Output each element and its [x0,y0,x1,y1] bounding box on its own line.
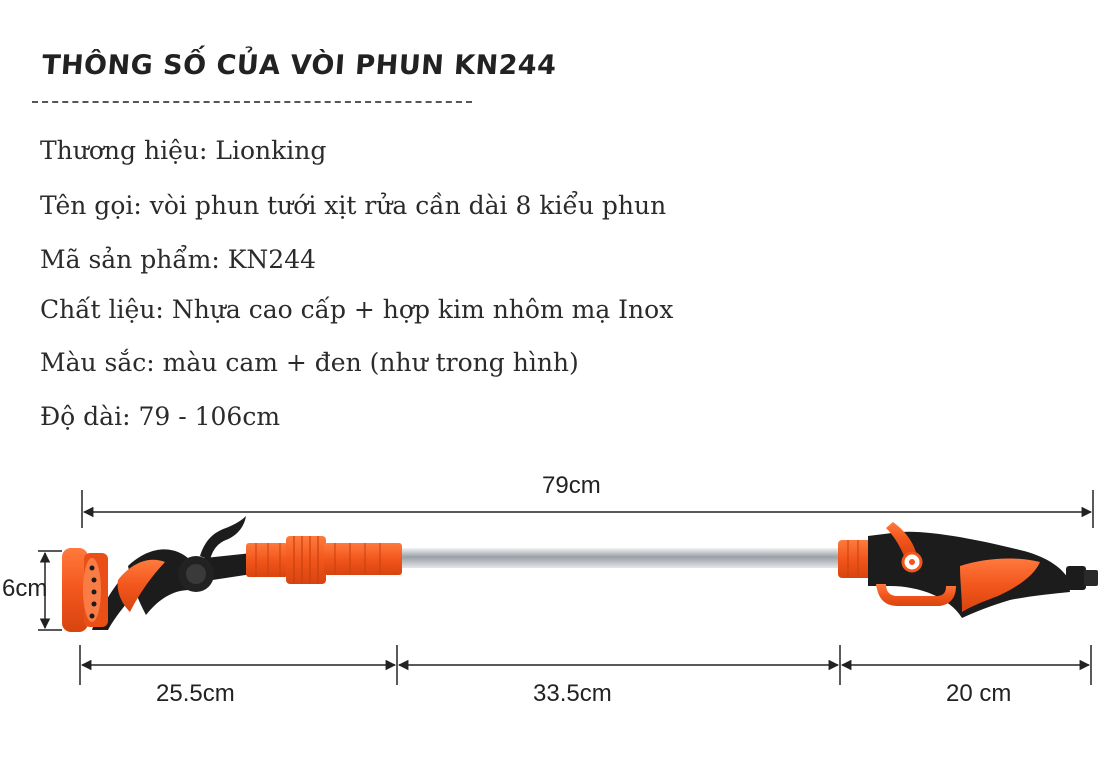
dimension-front-label: 25.5cm [156,680,235,707]
spec-name-value: vòi phun tưới xịt rửa cần dài 8 kiểu phun [149,191,667,220]
page-title: THÔNG SỐ CỦA VÒI PHUN KN244 [40,50,558,81]
spec-brand-label: Thương hiệu: [40,136,208,165]
spec-code-value: KN244 [227,245,317,274]
steel-pole [398,548,844,568]
spec-length-value: 79 - 106cm [138,402,281,431]
spec-color-value: màu cam + đen (như trong hình) [162,348,579,377]
spec-brand-value: Lionking [215,136,327,165]
spec-material-label: Chất liệu: [40,295,164,324]
spray-nozzle-head [62,516,402,632]
spec-code-label: Mã sản phẩm: [40,245,220,274]
dimension-total-label: 79cm [542,472,601,499]
dimension-middle-label: 33.5cm [533,680,612,707]
spec-material-value: Nhựa cao cấp + hợp kim nhôm mạ Inox [171,295,674,324]
spec-name-label: Tên gọi: [40,191,142,220]
dimension-height-label: 6cm [2,575,48,602]
handle-grip [838,522,1098,618]
spec-length-label: Độ dài: [40,402,131,431]
spec-color-label: Màu sắc: [40,348,155,377]
dimension-sections [80,645,1091,685]
dimension-rear-label: 20 cm [946,680,1012,707]
